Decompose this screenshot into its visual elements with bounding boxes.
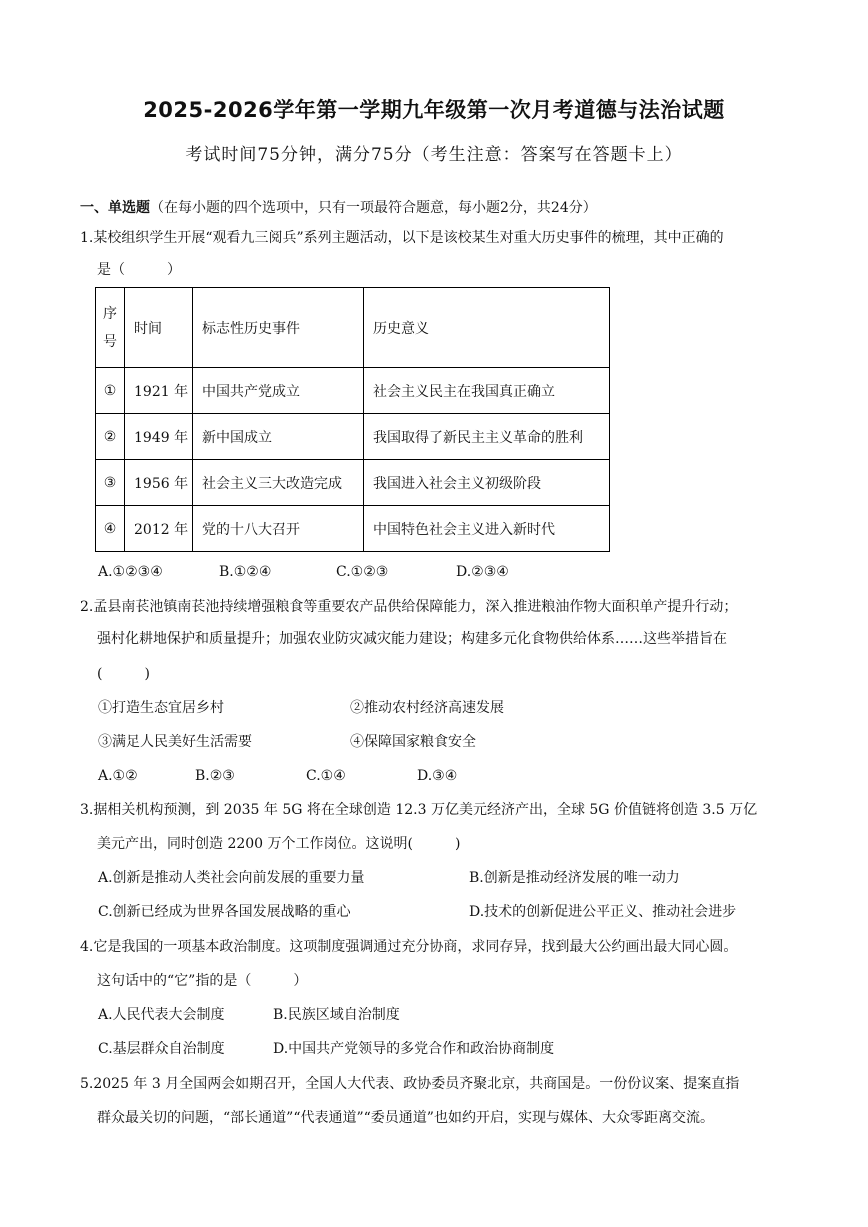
row-meaning: 我国取得了新民主主义革命的胜利: [364, 414, 610, 460]
q2-item-2: ②推动农村经济高速发展: [350, 700, 504, 716]
q4-stem-line2: 这句话中的“它”指的是（ ）: [97, 973, 308, 989]
row-meaning: 社会主义民主在我国真正确立: [364, 368, 610, 414]
header-time: 时间: [125, 288, 193, 368]
q2-option-b: B.②③: [195, 768, 235, 784]
q4-option-c: C.基层群众自治制度: [98, 1041, 225, 1057]
table-row: [96, 506, 610, 552]
row-no: ①: [96, 368, 125, 414]
q2-stem-line3: ( ): [97, 666, 150, 682]
table-row: [96, 460, 610, 506]
q3-option-d: D.技术的创新促进公平正义、推动社会进步: [469, 904, 737, 920]
row-event: 中国共产党成立: [193, 368, 364, 414]
q2-stem-line1: 2.孟县南苌池镇南苌池持续增强粮食等重要农产品供给保障能力，深入推进粮油作物大面积单产提升行动；: [80, 599, 738, 615]
exam-title: 2025-2026学年第一学期九年级第一次月考道德与法治试题: [143, 98, 725, 122]
q5-stem-line1: 5.2025 年 3 月全国两会如期召开，全国人大代表、政协委员齐聚北京，共商国是。一份份议案、提案直指: [80, 1076, 740, 1092]
row-time: 2012 年: [125, 506, 193, 552]
header-event: 标志性历史事件: [193, 288, 364, 368]
row-event: 社会主义三大改造完成: [193, 460, 364, 506]
row-event: 新中国成立: [193, 414, 364, 460]
row-time: 1921 年: [125, 368, 193, 414]
header-meaning: 历史意义: [364, 288, 610, 368]
q4-option-d: D.中国共产党领导的多党合作和政治协商制度: [273, 1041, 555, 1057]
section-note: （在每小题的四个选项中，只有一项最符合题意，每小题2分，共24分）: [150, 200, 597, 216]
q2-option-a: A.①②: [98, 768, 138, 784]
q1-option-c: C.①②③: [336, 564, 389, 580]
q1-stem-line1: 1.某校组织学生开展“观看九三阅兵”系列主题活动，以下是该校某生对重大历史事件的梳理，其中正确的: [80, 230, 724, 246]
q1-option-b: B.①②④: [219, 564, 272, 580]
q2-option-d: D.③④: [417, 768, 458, 784]
section-heading: 一、单选题: [80, 200, 150, 216]
q3-option-c: C.创新已经成为世界各国发展战略的重心: [98, 904, 351, 920]
q4-stem-line1: 4.它是我国的一项基本政治制度。这项制度强调通过充分协商，求同存异，找到最大公约画出最大同心圆。: [80, 939, 738, 955]
q3-option-a: A.创新是推动人类社会向前发展的重要力量: [98, 870, 365, 886]
q3-stem-line2: 美元产出，同时创造 2200 万个工作岗位。这说明( ): [97, 836, 461, 852]
exam-subtitle: 考试时间75分钟，满分75分（考生注意：答案写在答题卡上）: [185, 145, 683, 165]
table-row: [96, 414, 610, 460]
q5-stem-line2: 群众最关切的问题，“部长通道”“代表通道”“委员通道”也如约开启，实现与媒体、大众零距离交流。: [97, 1110, 714, 1126]
header-no: 序 号: [96, 288, 125, 368]
table-row: [96, 368, 610, 414]
q1-stem-line2: 是（ ）: [97, 262, 181, 278]
q2-item-1: ①打造生态宜居乡村: [98, 700, 224, 716]
q2-item-3: ③满足人民美好生活需要: [98, 734, 252, 750]
row-time: 1949 年: [125, 414, 193, 460]
row-no: ③: [96, 460, 125, 506]
row-meaning: 中国特色社会主义进入新时代: [364, 506, 610, 552]
q2-option-c: C.①④: [306, 768, 346, 784]
q1-option-d: D.②③④: [456, 564, 509, 580]
row-event: 党的十八大召开: [193, 506, 364, 552]
row-no: ④: [96, 506, 125, 552]
q3-option-b: B.创新是推动经济发展的唯一动力: [469, 870, 680, 886]
q4-option-b: B.民族区域自治制度: [273, 1007, 400, 1023]
q2-stem-line2: 强村化耕地保护和质量提升；加强农业防灾减灾能力建设；构建多元化食物供给体系……这些举措旨在: [97, 631, 727, 647]
row-no: ②: [96, 414, 125, 460]
q2-item-4: ④保障国家粮食安全: [350, 734, 476, 750]
q3-stem-line1: 3.据相关机构预测，到 2035 年 5G 将在全球创造 12.3 万亿美元经济产出，全球 5G 价值链将创造 3.5 万亿: [80, 802, 758, 818]
history-table: [95, 287, 610, 552]
q4-option-a: A.人民代表大会制度: [98, 1007, 225, 1023]
row-time: 1956 年: [125, 460, 193, 506]
q1-option-a: A.①②③④: [98, 564, 163, 580]
table-header-row: [96, 288, 610, 368]
section-heading-line: [80, 198, 597, 218]
row-meaning: 我国进入社会主义初级阶段: [364, 460, 610, 506]
